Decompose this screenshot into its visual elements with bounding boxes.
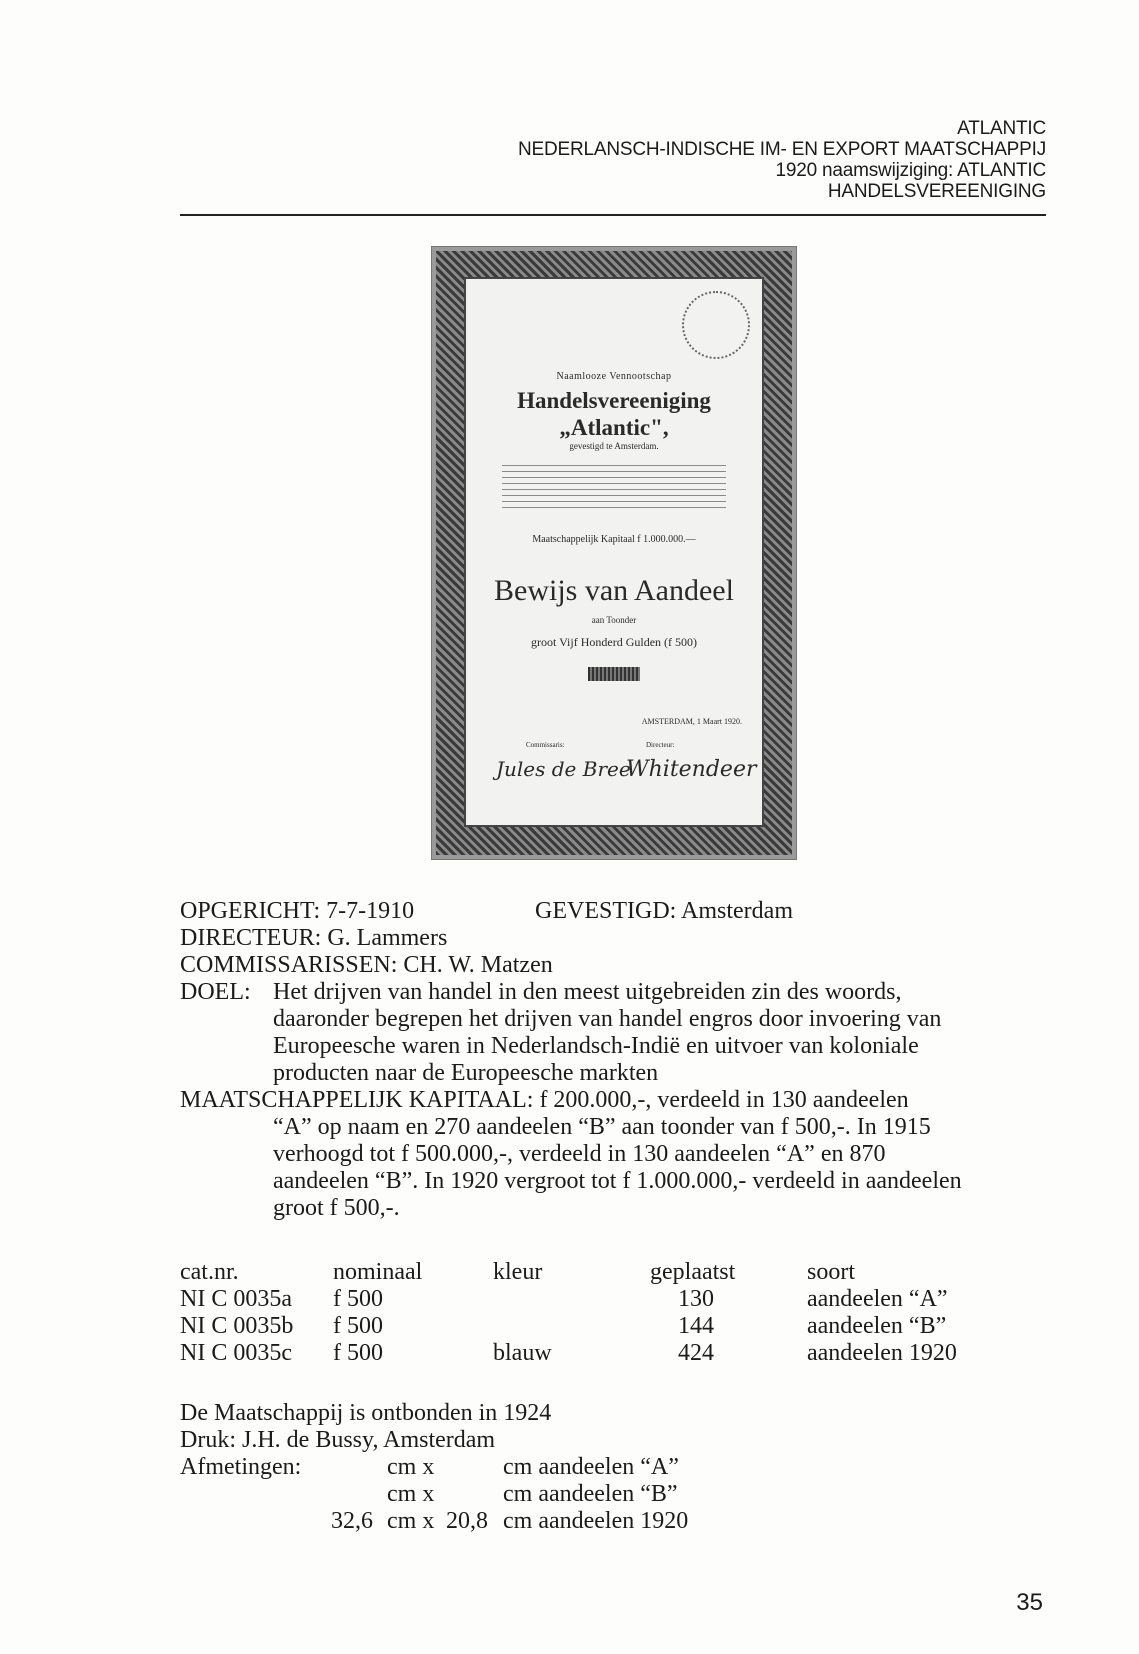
table-row-3-soort: aandeelen 1920: [807, 1340, 957, 1366]
founded-row: [180, 898, 414, 925]
dissolved-note: De Maatschappij is ontbonden in 1924: [180, 1400, 552, 1426]
table-row-3-geplaatst: 424: [678, 1340, 714, 1366]
header-line-3: 1920 naamswijziging: ATLANTIC: [775, 160, 1046, 181]
table-header-catnr: cat.nr.: [180, 1259, 239, 1285]
signature-left: Jules de Bree: [496, 757, 631, 781]
seat-label: GEVESTIGD:: [535, 898, 677, 924]
signature-right: Whitendeer: [626, 757, 757, 782]
purpose-line-4: producten naar de Europeesche markten: [273, 1060, 659, 1086]
table-header-kleur: kleur: [493, 1259, 543, 1285]
capital-line-4: groot f 500,-.: [273, 1195, 400, 1221]
founded-value: 7-7-1910: [326, 898, 415, 924]
dims-row-3-width: 20,8: [446, 1508, 488, 1534]
director-row: [180, 925, 447, 952]
certificate-name-line-1: Handelsvereeniging: [517, 388, 711, 413]
certificate-label-left: Commissaris:: [526, 741, 565, 749]
table-row-1-geplaatst: 130: [678, 1286, 714, 1312]
dims-row-2-unit: cm x: [387, 1481, 435, 1507]
commissioners-label: COMMISSARISSEN:: [180, 952, 398, 978]
certificate-sheet: [464, 277, 764, 827]
dims-row-1-type: cm aandeelen “A”: [503, 1454, 679, 1480]
table-row-2-soort: aandeelen “B”: [807, 1313, 947, 1339]
table-row-3-nominaal: f 500: [333, 1340, 383, 1366]
dims-row-3-type: cm aandeelen 1920: [503, 1508, 689, 1534]
certificate-seat: gevestigd te Amsterdam.: [569, 441, 659, 451]
dims-row-3-unit: cm x: [387, 1508, 435, 1534]
certificate-amount: groot Vijf Honderd Gulden (f 500): [530, 635, 698, 649]
certificate-company-type: Naamlooze Vennootschap: [556, 371, 672, 382]
seat-row: [535, 898, 793, 925]
header-line-4: HANDELSVEREENIGING: [827, 181, 1046, 202]
capital-label: MAATSCHAPPELIJK KAPITAAL:: [180, 1087, 534, 1113]
purpose-line-3: Europeesche waren in Nederlandsch-Indië en uitvoer van koloniale: [273, 1033, 919, 1059]
dims-row-2-type: cm aandeelen “B”: [503, 1481, 678, 1507]
director-label: DIRECTEUR:: [180, 925, 322, 951]
dimensions-label: Afmetingen:: [180, 1454, 302, 1480]
header-rule: [180, 214, 1046, 216]
capital-line-2: verhoogd tot f 500.000,-, verdeeld in 130 aandeelen “A” en 870: [273, 1141, 886, 1167]
certificate-bearer: aan Toonder: [591, 615, 637, 625]
dims-row-3-height: 32,6: [331, 1508, 373, 1534]
table-row-1-soort: aandeelen “A”: [807, 1286, 948, 1312]
certificate-company-name: [466, 387, 762, 441]
table-row-3-kleur: blauw: [493, 1340, 552, 1366]
director-value: G. Lammers: [327, 925, 448, 951]
capital-row: [180, 1087, 909, 1114]
certificate-title: Bewijs van Aandeel: [494, 574, 734, 607]
purpose-line-1: Het drijven van handel in den meest uitgebreiden zin des woords,: [273, 979, 902, 1005]
certificate-fine-print: [502, 465, 726, 513]
share-certificate-image: [432, 247, 796, 859]
table-row-3-catnr: NI C 0035c: [180, 1340, 292, 1366]
commissioners-value: CH. W. Matzen: [403, 952, 553, 978]
header-line-1: ATLANTIC: [957, 118, 1046, 139]
seat-value: Amsterdam: [681, 898, 793, 924]
capital-line-3: aandeelen “B”. In 1920 vergroot tot f 1.000.000,- verdeeld in aandeelen: [273, 1168, 962, 1194]
table-header-nominaal: nominaal: [333, 1259, 423, 1285]
table-header-geplaatst: geplaatst: [650, 1259, 736, 1285]
table-row-1-catnr: NI C 0035a: [180, 1286, 292, 1312]
certificate-label-right: Directeur:: [646, 741, 675, 749]
certificate-place-date: AMSTERDAM, 1 Maart 1920.: [641, 717, 742, 726]
capital-line-1: “A” op naam en 270 aandeelen “B” aan toonder van f 500,-. In 1915: [273, 1114, 931, 1140]
seal-stamp-icon: [682, 291, 750, 359]
header-line-2: NEDERLANSCH-INDISCHE IM- EN EXPORT MAATSCHAPPIJ: [518, 139, 1046, 160]
page-number: 35: [1016, 1589, 1043, 1616]
certificate-capital: Maatschappelijk Kapitaal f 1.000.000.—: [532, 534, 696, 545]
table-row-1-nominaal: f 500: [333, 1286, 383, 1312]
table-row-2-catnr: NI C 0035b: [180, 1313, 294, 1339]
page-header: [518, 118, 1046, 202]
commissioners-row: [180, 952, 553, 979]
table-row-2-nominaal: f 500: [333, 1313, 383, 1339]
capital-first-line: f 200.000,-, verdeeld in 130 aandeelen: [539, 1087, 909, 1113]
purpose-label: DOEL:: [180, 979, 251, 1005]
purpose-line-2: daaronder begrepen het drijven van handel engros door invoering van: [273, 1006, 942, 1032]
table-header-soort: soort: [807, 1259, 855, 1285]
table-row-2-geplaatst: 144: [678, 1313, 714, 1339]
certificate-bottom-line: [466, 805, 762, 811]
certificate-name-line-2: „Atlantic",: [559, 415, 669, 440]
founded-label: OPGERICHT:: [180, 898, 321, 924]
dims-row-1-unit: cm x: [387, 1454, 435, 1480]
certificate-number-stamp: [588, 667, 640, 681]
print-note: Druk: J.H. de Bussy, Amsterdam: [180, 1427, 496, 1453]
